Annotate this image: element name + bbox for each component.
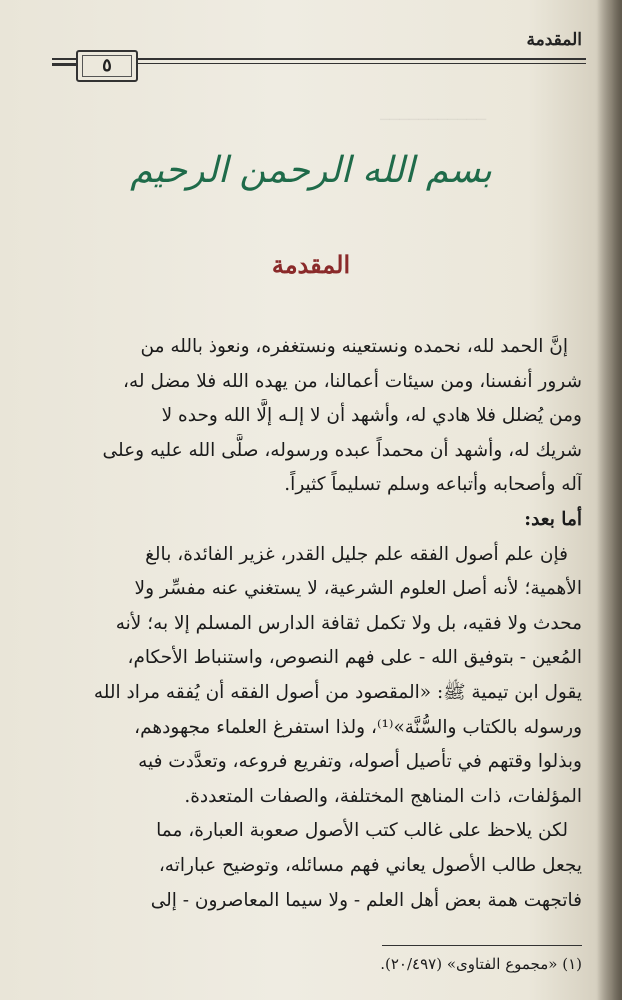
paragraph-line: الأهمية؛ لأنه أصل العلوم الشرعية، لا يستغني عنه مفسِّر ولا <box>134 578 582 600</box>
bismillah-calligraphy: بسم الله الرحمن الرحيم <box>130 150 492 191</box>
paragraph-line: يقول ابن تيمية ﷺ: «المقصود من أصول الفقه أن يُفقه مراد الله <box>93 681 582 703</box>
paragraph-line: فإن علم أصول الفقه علم جليل القدر، غزير الفائدة، بالغ <box>145 543 568 565</box>
paragraph-line: المُعين - بتوفيق الله - على فهم النصوص، واستنباط الأحكام، <box>127 647 582 669</box>
footnote-rule <box>382 945 582 946</box>
show-through-text: ─────────── <box>380 110 486 129</box>
paragraph-line: المؤلفات، ذات المناهج المختلفة، والصفات المتعددة. <box>184 785 582 807</box>
paragraph-line: فاتجهت همة بعض أهل العلم - ولا سيما المعاصرون - إلى <box>150 889 582 911</box>
page-number: ٥ <box>102 55 112 76</box>
paragraph-line: إنَّ الحمد لله، نحمده ونستعينه ونستغفره، ونعوذ بالله من <box>140 336 568 357</box>
paragraph-line: شريك له، وأشهد أن محمداً عبده ورسوله، صلَّى الله عليه وعلى <box>102 439 582 461</box>
paragraph-line: شرور أنفسنا، ومن سيئات أعمالنا، من يهده الله فلا مضل له، <box>123 370 582 392</box>
running-header-title: المقدمة <box>526 30 582 50</box>
paragraph-line: ورسوله بالكتاب والسُّنَّة»⁽¹⁾، ولذا استفرغ العلماء مجهودهم، <box>134 716 582 738</box>
page-number-frame <box>76 50 138 82</box>
paragraph-line: وبذلوا وقتهم في تأصيل أصوله، وتفريع فروعه، وتعدَّدت فيه <box>138 751 582 773</box>
paragraph-line: يجعل طالب الأصول يعاني فهم مسائله، وتوضيح عباراته، <box>158 854 582 876</box>
footnote: (١) «مجموع الفتاوى» (٢٠/٤٩٧). <box>380 955 582 973</box>
paragraph-line: آله وأصحابه وأتباعه وسلم تسليماً كثيراً. <box>284 474 582 496</box>
page-edge-shadow <box>596 0 622 1000</box>
header-rule-stub <box>52 64 76 66</box>
paragraph-line: لكن يلاحظ على غالب كتب الأصول صعوبة العبارة، مما <box>156 820 568 842</box>
section-title: المقدمة <box>271 250 351 279</box>
sub-heading: أما بعد: <box>524 508 582 530</box>
paragraph-line: محدث ولا فقيه، بل ولا تكمل ثقافة الدارس المسلم إلا به؛ لأنه <box>115 612 582 634</box>
body-text <box>40 330 582 918</box>
paragraph-line: ومن يُضلل فلا هادي له، وأشهد أن لا إلـه إلَّا الله وحده لا <box>161 405 582 427</box>
